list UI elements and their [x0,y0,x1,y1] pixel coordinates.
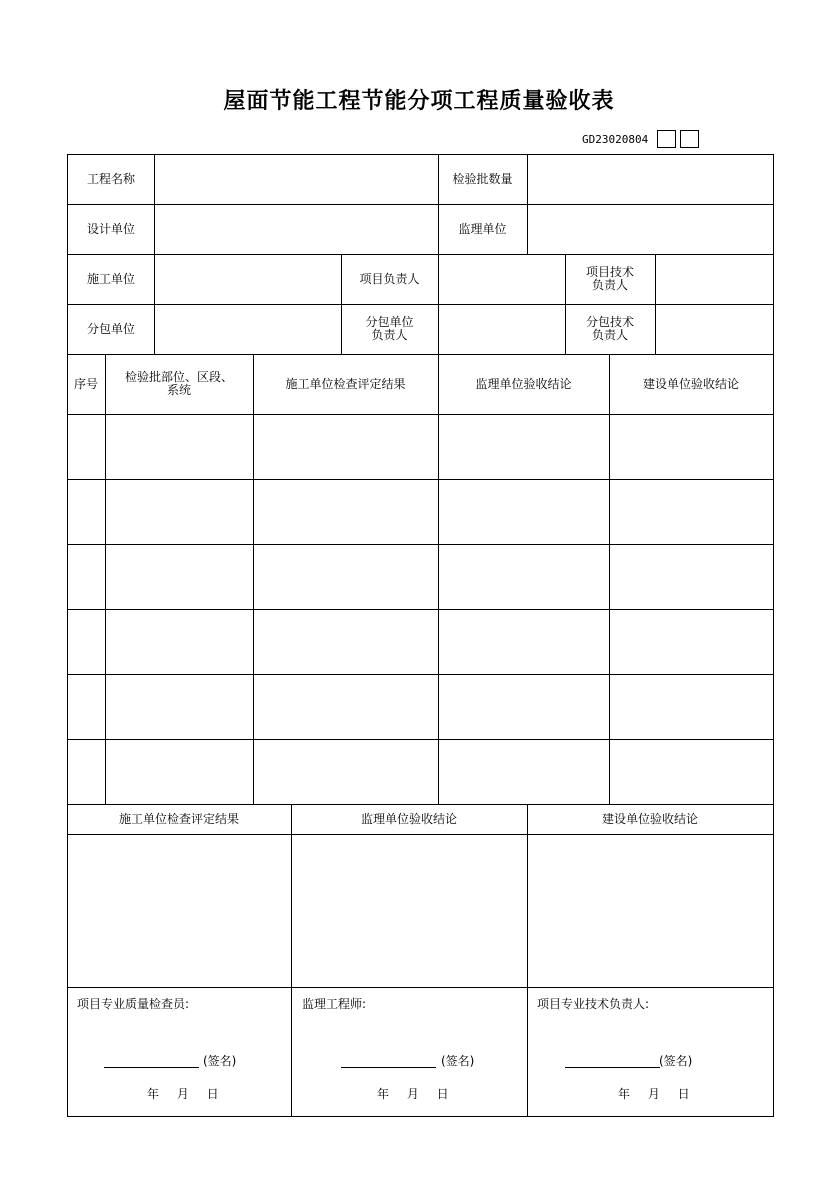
batch-count-label: 检验批数量 [452,171,513,186]
tech-lead-sign-text: (签名) [659,1054,693,1068]
inspector-date: 年 月 日 [147,1087,219,1101]
design-unit-field[interactable] [155,205,438,254]
subcontract-manager-field[interactable] [439,305,565,354]
engineer-sign-text: (签名) [441,1054,475,1068]
project-name-label: 工程名称 [86,171,135,186]
construction-unit-field[interactable] [155,255,341,304]
summary-construction-header: 施工单位检查评定结果 [118,811,239,826]
table-row[interactable] [68,545,773,609]
tech-lead-label: 项目专业技术负责人: [537,997,650,1011]
col-owner-conclusion-header: 建设单位验收结论 [642,376,739,391]
table-row[interactable] [68,740,773,804]
summary-construction-field[interactable] [68,835,291,987]
supervision-unit-label: 监理单位 [458,221,507,236]
table-row[interactable] [68,610,773,674]
subcontract-unit-label: 分包单位 [86,321,135,336]
construction-unit-label: 施工单位 [86,271,135,286]
supervision-unit-field[interactable] [528,205,773,254]
subcontract-tech-label: 分包技术 负责人 [585,315,634,342]
col-seq-header: 序号 [73,376,98,391]
tech-manager-field[interactable] [656,255,773,304]
design-unit-label: 设计单位 [86,221,135,236]
inspector-sign-text: (签名) [203,1054,237,1068]
col-supervision-conclusion-header: 监理单位验收结论 [475,376,572,391]
form-code: GD23020804 [582,133,649,146]
form-code-box-1[interactable] [657,130,676,148]
subcontract-unit-field[interactable] [155,305,341,354]
engineer-date: 年 月 日 [377,1087,449,1101]
subcontract-tech-field[interactable] [656,305,773,354]
project-name-field[interactable] [155,155,438,204]
form-title: 屋面节能工程节能分项工程质量验收表 [223,89,615,114]
col-construction-result-header: 施工单位检查评定结果 [285,376,406,391]
col-location-header: 检验批部位、区段、 系统 [124,370,233,397]
subcontract-manager-label: 分包单位 负责人 [365,315,414,342]
tech-manager-label: 项目技术 负责人 [585,265,634,292]
form-code-box-2[interactable] [680,130,699,148]
tech-lead-signature-line[interactable] [565,1067,660,1068]
table-row[interactable] [68,675,773,739]
tech-lead-date: 年 月 日 [618,1087,690,1101]
inspector-label: 项目专业质量检查员: [77,997,190,1011]
table-row[interactable] [68,480,773,544]
batch-count-field[interactable] [528,155,773,204]
summary-supervision-header: 监理单位验收结论 [360,811,457,826]
summary-owner-header: 建设单位验收结论 [601,811,698,826]
summary-owner-field[interactable] [528,835,773,987]
project-manager-field[interactable] [439,255,565,304]
engineer-label: 监理工程师: [302,997,367,1011]
table-row[interactable] [68,415,773,479]
summary-supervision-field[interactable] [292,835,527,987]
project-manager-label: 项目负责人 [359,271,420,286]
engineer-signature-line[interactable] [341,1067,436,1068]
inspector-signature-line[interactable] [104,1067,199,1068]
